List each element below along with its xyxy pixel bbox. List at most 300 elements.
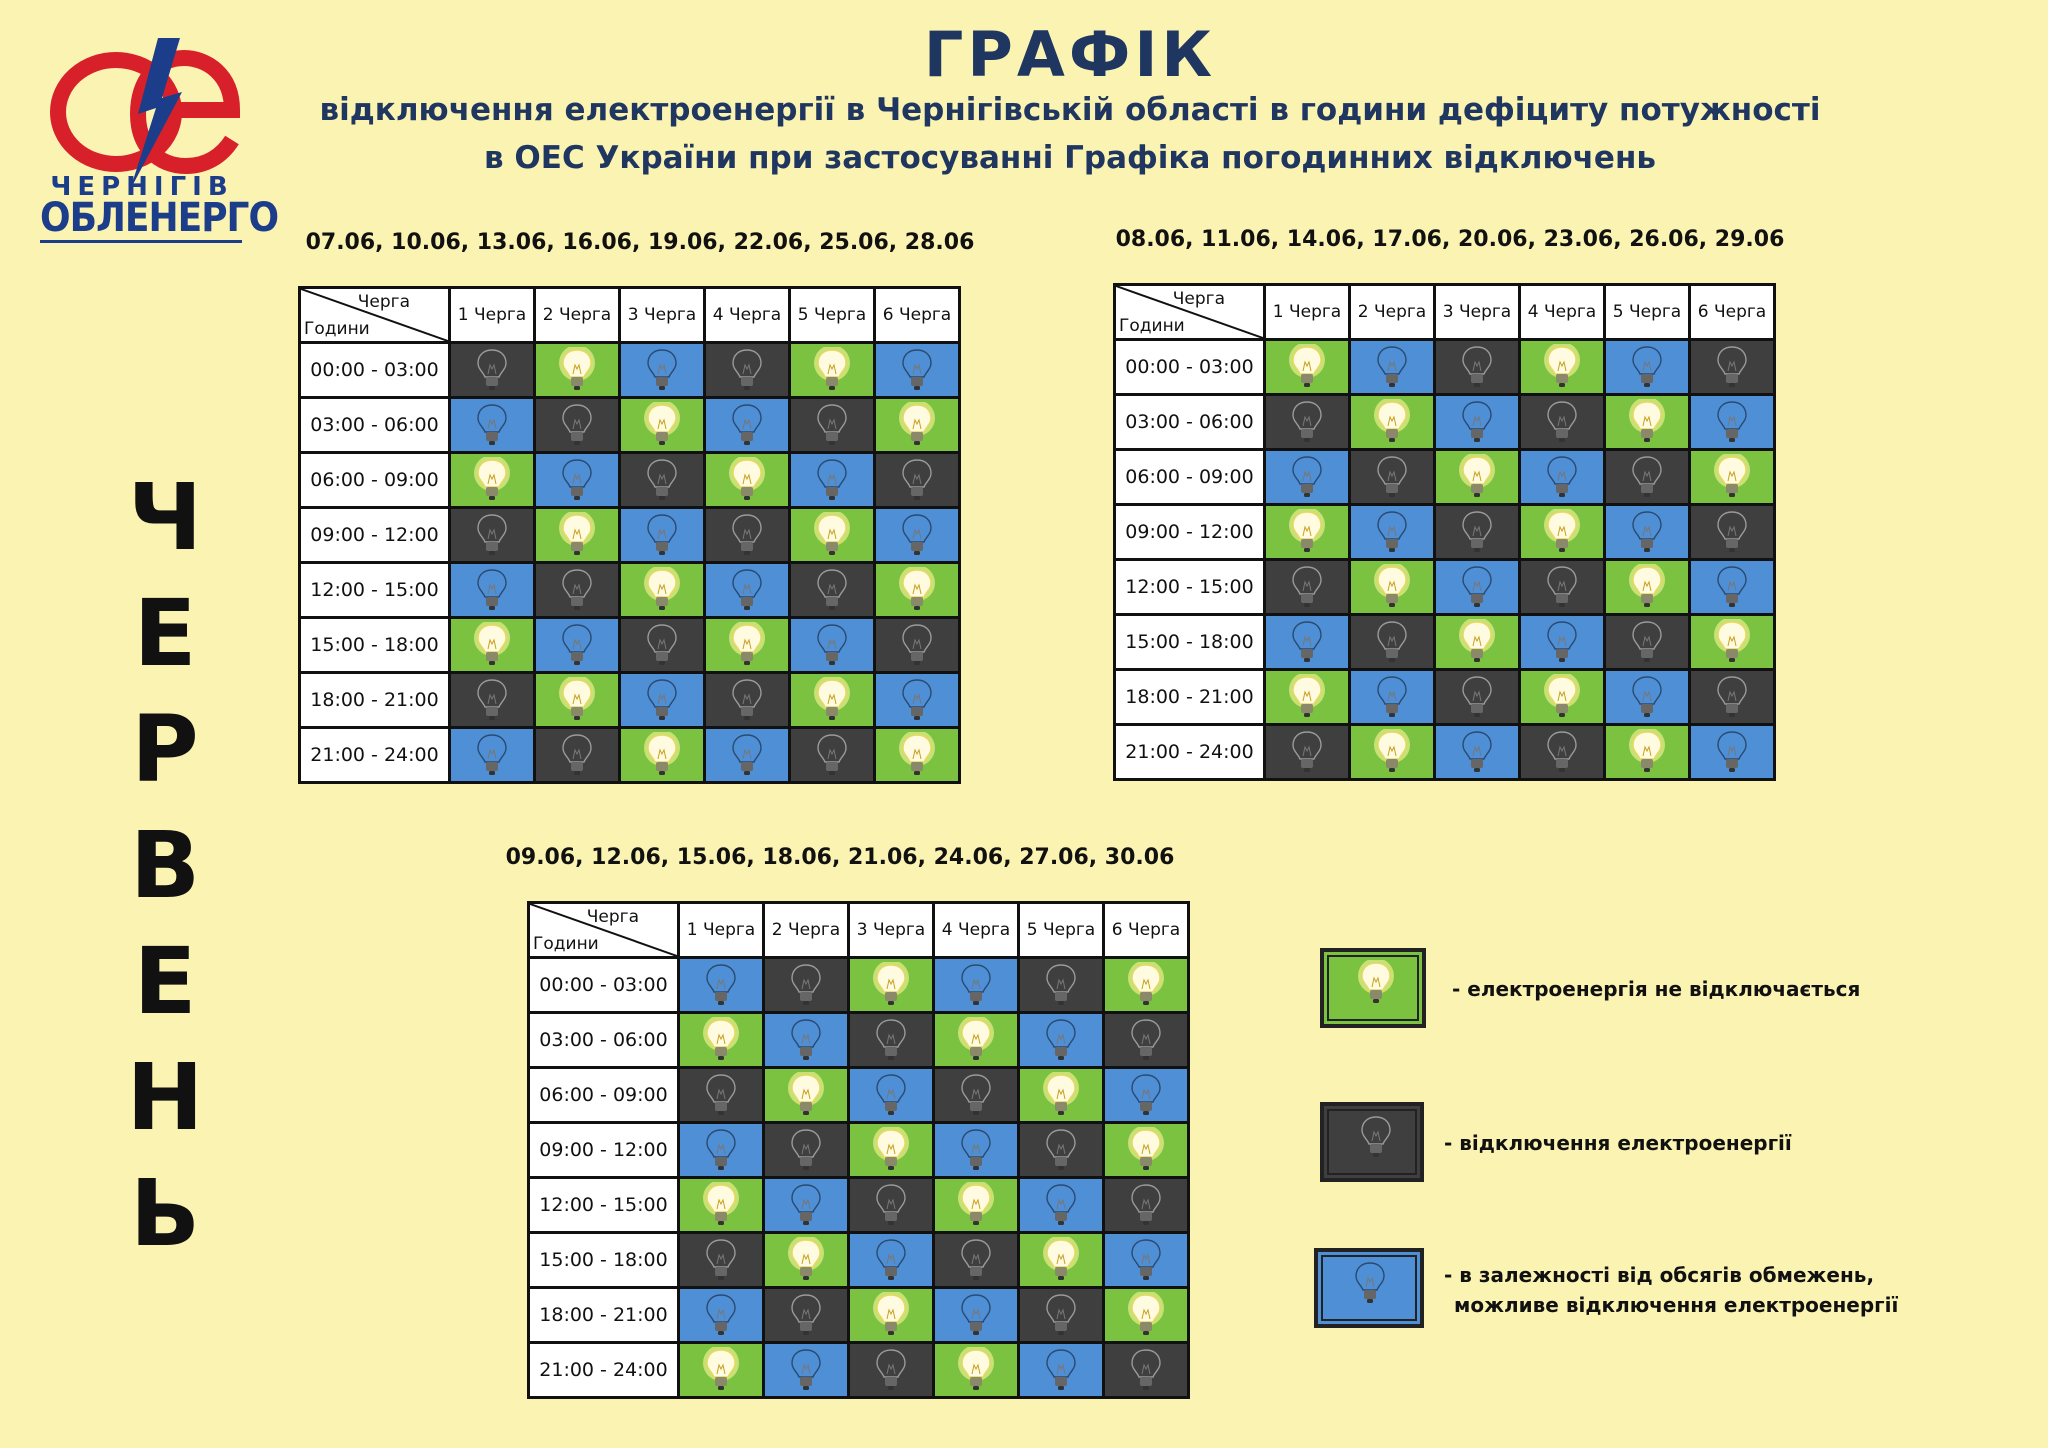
light-bulb-icon xyxy=(787,1127,825,1173)
light-bulb-icon xyxy=(558,457,596,503)
light-bulb-icon xyxy=(643,622,681,668)
schedule-cell-maybe xyxy=(450,398,535,453)
hours-label: 06:00 - 09:00 xyxy=(529,1068,679,1123)
page-subtitle-line1: відключення електроенергії в Чернігівській області в години дефіциту потужності xyxy=(319,92,1821,128)
schedule-cell-maybe xyxy=(450,728,535,783)
light-bulb-icon xyxy=(473,402,511,448)
schedule-cell-on xyxy=(1019,1233,1104,1288)
schedule-cell-on xyxy=(1019,1068,1104,1123)
schedule-cell-off xyxy=(705,508,790,563)
light-bulb-icon xyxy=(957,1127,995,1173)
light-bulb-icon xyxy=(728,622,766,668)
schedule-cell-off xyxy=(1605,615,1690,670)
table-row xyxy=(529,1233,1189,1288)
light-bulb-icon xyxy=(1127,1127,1165,1173)
schedule-cell-off xyxy=(1019,958,1104,1013)
table-row xyxy=(1115,725,1775,780)
light-bulb-icon xyxy=(643,347,681,393)
light-bulb-icon xyxy=(643,567,681,613)
schedule-cell-off xyxy=(1605,450,1690,505)
light-bulb-icon xyxy=(1127,1072,1165,1118)
light-bulb-icon xyxy=(702,1127,740,1173)
schedule-cell-on xyxy=(705,618,790,673)
schedule-1-dates: 07.06, 10.06, 13.06, 16.06, 19.06, 22.06, 25.06, 28.06 xyxy=(305,230,975,255)
schedule-cell-on xyxy=(679,1013,764,1068)
schedule-cell-off xyxy=(1104,1013,1189,1068)
month-vertical xyxy=(110,460,220,1272)
light-bulb-icon xyxy=(872,1237,910,1283)
logo-text-top: ЧЕРНІГІВ xyxy=(50,172,234,202)
light-bulb-icon xyxy=(957,1072,995,1118)
light-bulb-icon xyxy=(1543,619,1581,665)
table-row xyxy=(1115,450,1775,505)
schedule-cell-off xyxy=(790,728,875,783)
table-row xyxy=(529,1288,1189,1343)
light-bulb-icon xyxy=(1543,729,1581,775)
light-bulb-icon xyxy=(1373,674,1411,720)
table-row xyxy=(300,398,960,453)
queue-header: 3 Черга xyxy=(1435,285,1520,340)
schedule-cell-maybe xyxy=(875,673,960,728)
hours-label: 03:00 - 06:00 xyxy=(300,398,450,453)
schedule-cell-off xyxy=(1104,1178,1189,1233)
hours-label: 15:00 - 18:00 xyxy=(529,1233,679,1288)
light-bulb-icon xyxy=(1354,1114,1398,1160)
light-bulb-icon xyxy=(898,402,936,448)
light-bulb-icon xyxy=(702,1182,740,1228)
queue-header: 6 Черга xyxy=(875,288,960,343)
light-bulb-icon xyxy=(1042,1347,1080,1393)
light-bulb-icon xyxy=(957,1347,995,1393)
hours-label: 09:00 - 12:00 xyxy=(300,508,450,563)
hours-label: 09:00 - 12:00 xyxy=(1115,505,1265,560)
light-bulb-icon xyxy=(813,677,851,723)
schedule-cell-maybe xyxy=(705,728,790,783)
light-bulb-icon xyxy=(702,1072,740,1118)
light-bulb-icon xyxy=(1458,509,1496,555)
light-bulb-icon xyxy=(728,402,766,448)
schedule-3-dates: 09.06, 12.06, 15.06, 18.06, 21.06, 24.06, 27.06, 30.06 xyxy=(505,845,1175,870)
schedule-cell-on xyxy=(1104,958,1189,1013)
schedule-cell-maybe xyxy=(1350,670,1435,725)
table-row xyxy=(1115,615,1775,670)
light-bulb-icon xyxy=(702,1237,740,1283)
hours-label: 15:00 - 18:00 xyxy=(300,618,450,673)
schedule-cell-maybe xyxy=(1350,505,1435,560)
light-bulb-icon xyxy=(813,512,851,558)
schedule-cell-off xyxy=(875,618,960,673)
schedule-cell-off xyxy=(679,1233,764,1288)
table-row xyxy=(300,618,960,673)
light-bulb-icon xyxy=(558,677,596,723)
light-bulb-icon xyxy=(1127,1017,1165,1063)
light-bulb-icon xyxy=(1713,509,1751,555)
table-row xyxy=(1115,395,1775,450)
table-row xyxy=(529,958,1189,1013)
schedule-cell-off xyxy=(1265,560,1350,615)
legend-text-on: - електроенергія не відключається xyxy=(1452,977,1861,1001)
corner-label-hours: Години xyxy=(1119,316,1185,336)
queue-header: 3 Черга xyxy=(620,288,705,343)
queue-header: 4 Черга xyxy=(934,903,1019,958)
schedule-cell-maybe xyxy=(620,673,705,728)
schedule-cell-maybe xyxy=(1019,1013,1104,1068)
schedule-cell-maybe xyxy=(1690,395,1775,450)
queue-header: 1 Черга xyxy=(679,903,764,958)
schedule-cell-off xyxy=(1520,560,1605,615)
queue-header: 2 Черга xyxy=(535,288,620,343)
light-bulb-icon xyxy=(872,1182,910,1228)
schedule-cell-off xyxy=(1435,340,1520,395)
light-bulb-icon xyxy=(957,1182,995,1228)
light-bulb-icon xyxy=(643,512,681,558)
light-bulb-icon xyxy=(787,1347,825,1393)
corner-label-queue: Черга xyxy=(586,907,639,927)
light-bulb-icon xyxy=(787,1182,825,1228)
light-bulb-icon xyxy=(813,457,851,503)
schedule-cell-on xyxy=(1605,725,1690,780)
light-bulb-icon xyxy=(1288,344,1326,390)
schedule-cell-on xyxy=(1350,725,1435,780)
schedule-cell-on xyxy=(1350,395,1435,450)
light-bulb-icon xyxy=(473,512,511,558)
light-bulb-icon xyxy=(898,622,936,668)
queue-header: 4 Черга xyxy=(705,288,790,343)
light-bulb-icon xyxy=(702,1292,740,1338)
light-bulb-icon xyxy=(1042,1017,1080,1063)
table-row xyxy=(529,1013,1189,1068)
light-bulb-icon xyxy=(473,347,511,393)
schedule-cell-maybe xyxy=(535,453,620,508)
hours-label: 00:00 - 03:00 xyxy=(300,343,450,398)
schedule-cell-off xyxy=(1690,340,1775,395)
light-bulb-icon xyxy=(1373,564,1411,610)
table-row xyxy=(529,1068,1189,1123)
schedule-cell-on xyxy=(849,1123,934,1178)
light-bulb-icon xyxy=(957,962,995,1008)
hours-label: 12:00 - 15:00 xyxy=(529,1178,679,1233)
schedule-cell-on xyxy=(679,1343,764,1398)
light-bulb-icon xyxy=(872,1127,910,1173)
light-bulb-icon xyxy=(473,567,511,613)
legend-text-maybe-line2: можливе відключення електроенергії xyxy=(1454,1293,1899,1317)
light-bulb-icon xyxy=(1543,564,1581,610)
schedule-cell-on xyxy=(705,453,790,508)
schedule-cell-off xyxy=(620,453,705,508)
schedule-cell-on xyxy=(1265,505,1350,560)
month-letter: Р xyxy=(131,696,199,803)
light-bulb-icon xyxy=(728,732,766,778)
light-bulb-icon xyxy=(1288,564,1326,610)
schedule-cell-maybe xyxy=(679,958,764,1013)
light-bulb-icon xyxy=(1628,619,1666,665)
light-bulb-icon xyxy=(558,347,596,393)
schedule-cell-maybe xyxy=(1520,615,1605,670)
schedule-cell-maybe xyxy=(705,398,790,453)
queue-header: 5 Черга xyxy=(1019,903,1104,958)
light-bulb-icon xyxy=(1127,1182,1165,1228)
schedule-cell-maybe xyxy=(1435,560,1520,615)
legend-swatch-maybe xyxy=(1314,1248,1424,1328)
schedule-cell-off xyxy=(934,1233,1019,1288)
schedule-table-1 xyxy=(298,286,961,784)
light-bulb-icon xyxy=(1042,1072,1080,1118)
logo-text-bottom: ОБЛЕНЕРГО xyxy=(40,195,279,241)
table-row xyxy=(529,1178,1189,1233)
light-bulb-icon xyxy=(1127,962,1165,1008)
month-letter: Е xyxy=(133,928,197,1035)
light-bulb-icon xyxy=(1127,1292,1165,1338)
light-bulb-icon xyxy=(1348,1260,1392,1306)
hours-label: 06:00 - 09:00 xyxy=(1115,450,1265,505)
light-bulb-icon xyxy=(473,677,511,723)
legend-swatch-on xyxy=(1320,948,1426,1028)
light-bulb-icon xyxy=(1373,399,1411,445)
schedule-cell-maybe xyxy=(1104,1068,1189,1123)
hours-label: 00:00 - 03:00 xyxy=(1115,340,1265,395)
light-bulb-icon xyxy=(702,1347,740,1393)
light-bulb-icon xyxy=(702,962,740,1008)
hours-label: 03:00 - 06:00 xyxy=(1115,395,1265,450)
light-bulb-icon xyxy=(813,347,851,393)
schedule-cell-off xyxy=(764,958,849,1013)
schedule-cell-off xyxy=(790,563,875,618)
hours-label: 09:00 - 12:00 xyxy=(529,1123,679,1178)
schedule-cell-off xyxy=(535,563,620,618)
light-bulb-icon xyxy=(1713,619,1751,665)
light-bulb-icon xyxy=(1042,1127,1080,1173)
month-letter: Е xyxy=(133,580,197,687)
light-bulb-icon xyxy=(813,567,851,613)
light-bulb-icon xyxy=(728,677,766,723)
hours-label: 12:00 - 15:00 xyxy=(300,563,450,618)
schedule-cell-maybe xyxy=(790,618,875,673)
light-bulb-icon xyxy=(1288,399,1326,445)
light-bulb-icon xyxy=(872,962,910,1008)
schedule-cell-maybe xyxy=(1265,615,1350,670)
schedule-cell-off xyxy=(450,508,535,563)
light-bulb-icon xyxy=(558,622,596,668)
hours-label: 12:00 - 15:00 xyxy=(1115,560,1265,615)
corner-label-hours: Години xyxy=(533,934,599,954)
schedule-cell-maybe xyxy=(1605,505,1690,560)
schedule-cell-on xyxy=(875,728,960,783)
light-bulb-icon xyxy=(787,1292,825,1338)
schedule-cell-maybe xyxy=(450,563,535,618)
schedule-cell-maybe xyxy=(1265,450,1350,505)
schedule-cell-off xyxy=(934,1068,1019,1123)
hours-label: 21:00 - 24:00 xyxy=(1115,725,1265,780)
schedule-cell-off xyxy=(450,673,535,728)
schedule-cell-on xyxy=(1690,450,1775,505)
schedule-cell-on xyxy=(1265,670,1350,725)
schedule-cell-on xyxy=(790,508,875,563)
schedule-cell-on xyxy=(849,958,934,1013)
schedule-cell-on xyxy=(1435,615,1520,670)
legend-text-maybe-line1: - в залежності від обсягів обмежень, xyxy=(1444,1263,1875,1287)
table-row xyxy=(300,728,960,783)
schedule-cell-maybe xyxy=(934,958,1019,1013)
schedule-cell-on xyxy=(620,728,705,783)
month-letter: Ч xyxy=(127,464,203,571)
light-bulb-icon xyxy=(728,457,766,503)
queue-header: 6 Черга xyxy=(1690,285,1775,340)
table-corner-header xyxy=(1116,286,1263,338)
light-bulb-icon xyxy=(1288,619,1326,665)
corner-label-hours: Години xyxy=(304,319,370,339)
table-corner-header xyxy=(301,289,448,341)
table-row xyxy=(529,1123,1189,1178)
schedule-cell-off xyxy=(705,673,790,728)
light-bulb-icon xyxy=(1042,1292,1080,1338)
schedule-cell-off xyxy=(620,618,705,673)
light-bulb-icon xyxy=(1543,454,1581,500)
light-bulb-icon xyxy=(1458,344,1496,390)
schedule-cell-maybe xyxy=(934,1123,1019,1178)
legend-text-off: - відключення електроенергії xyxy=(1444,1131,1792,1155)
schedule-cell-off xyxy=(1690,670,1775,725)
light-bulb-icon xyxy=(898,677,936,723)
schedule-cell-on xyxy=(535,343,620,398)
schedule-cell-off xyxy=(450,343,535,398)
schedule-cell-on xyxy=(450,453,535,508)
hours-label: 18:00 - 21:00 xyxy=(529,1288,679,1343)
hours-label: 00:00 - 03:00 xyxy=(529,958,679,1013)
light-bulb-icon xyxy=(1373,509,1411,555)
schedule-cell-on xyxy=(1605,560,1690,615)
schedule-cell-maybe xyxy=(1435,395,1520,450)
schedule-cell-on xyxy=(934,1013,1019,1068)
queue-header: 5 Черга xyxy=(790,288,875,343)
schedule-cell-on xyxy=(875,563,960,618)
schedule-cell-maybe xyxy=(1690,560,1775,615)
schedule-cell-on xyxy=(764,1068,849,1123)
light-bulb-icon xyxy=(1288,454,1326,500)
light-bulb-icon xyxy=(728,567,766,613)
hours-label: 06:00 - 09:00 xyxy=(300,453,450,508)
schedule-cell-off xyxy=(1435,505,1520,560)
schedule-cell-on xyxy=(1520,670,1605,725)
schedule-cell-on xyxy=(1265,340,1350,395)
hours-label: 03:00 - 06:00 xyxy=(529,1013,679,1068)
schedule-cell-off xyxy=(1520,395,1605,450)
schedule-cell-maybe xyxy=(934,1288,1019,1343)
light-bulb-icon xyxy=(1628,454,1666,500)
corner-label-queue: Черга xyxy=(357,292,410,312)
light-bulb-icon xyxy=(898,457,936,503)
light-bulb-icon xyxy=(898,732,936,778)
schedule-cell-maybe xyxy=(1605,670,1690,725)
schedule-cell-maybe xyxy=(620,508,705,563)
schedule-cell-maybe xyxy=(1605,340,1690,395)
light-bulb-icon xyxy=(872,1347,910,1393)
light-bulb-icon xyxy=(643,457,681,503)
light-bulb-icon xyxy=(1042,962,1080,1008)
light-bulb-icon xyxy=(1713,674,1751,720)
schedule-cell-on xyxy=(1104,1123,1189,1178)
legend-swatch-off xyxy=(1320,1102,1424,1182)
schedule-cell-off xyxy=(705,343,790,398)
light-bulb-icon xyxy=(1042,1237,1080,1283)
light-bulb-icon xyxy=(1628,344,1666,390)
light-bulb-icon xyxy=(813,402,851,448)
light-bulb-icon xyxy=(1458,399,1496,445)
schedule-cell-maybe xyxy=(705,563,790,618)
light-bulb-icon xyxy=(1458,674,1496,720)
schedule-cell-off xyxy=(1690,505,1775,560)
light-bulb-icon xyxy=(643,402,681,448)
light-bulb-icon xyxy=(728,347,766,393)
light-bulb-icon xyxy=(1458,729,1496,775)
table-row xyxy=(300,563,960,618)
light-bulb-icon xyxy=(1713,399,1751,445)
queue-header: 4 Черга xyxy=(1520,285,1605,340)
light-bulb-icon xyxy=(1288,674,1326,720)
schedule-table-2 xyxy=(1113,283,1776,781)
hours-label: 15:00 - 18:00 xyxy=(1115,615,1265,670)
month-letter: Ь xyxy=(129,1160,201,1267)
schedule-cell-on xyxy=(1605,395,1690,450)
light-bulb-icon xyxy=(473,622,511,668)
light-bulb-icon xyxy=(813,732,851,778)
light-bulb-icon xyxy=(1543,344,1581,390)
light-bulb-icon xyxy=(1543,399,1581,445)
light-bulb-icon xyxy=(1713,344,1751,390)
light-bulb-icon xyxy=(643,677,681,723)
schedule-cell-maybe xyxy=(1690,725,1775,780)
queue-header: 2 Черга xyxy=(764,903,849,958)
schedule-cell-maybe xyxy=(849,1068,934,1123)
schedule-cell-off xyxy=(1435,670,1520,725)
table-row xyxy=(300,508,960,563)
table-row xyxy=(1115,560,1775,615)
schedule-cell-off xyxy=(1350,615,1435,670)
schedule-cell-maybe xyxy=(1435,725,1520,780)
schedule-cell-maybe xyxy=(620,343,705,398)
schedule-cell-on xyxy=(875,398,960,453)
table-row xyxy=(300,453,960,508)
light-bulb-icon xyxy=(1543,509,1581,555)
schedule-cell-off xyxy=(790,398,875,453)
schedule-cell-maybe xyxy=(875,508,960,563)
light-bulb-icon xyxy=(957,1237,995,1283)
schedule-cell-off xyxy=(764,1123,849,1178)
table-corner-header xyxy=(530,904,677,956)
hours-label: 18:00 - 21:00 xyxy=(1115,670,1265,725)
light-bulb-icon xyxy=(898,512,936,558)
schedule-cell-maybe xyxy=(764,1013,849,1068)
schedule-cell-on xyxy=(790,343,875,398)
schedule-cell-off xyxy=(535,398,620,453)
schedule-cell-maybe xyxy=(849,1233,934,1288)
schedule-cell-maybe xyxy=(1350,340,1435,395)
table-row xyxy=(529,1343,1189,1398)
light-bulb-icon xyxy=(558,567,596,613)
light-bulb-icon xyxy=(558,402,596,448)
hours-label: 21:00 - 24:00 xyxy=(300,728,450,783)
table-row xyxy=(1115,670,1775,725)
light-bulb-icon xyxy=(957,1292,995,1338)
light-bulb-icon xyxy=(1458,454,1496,500)
schedule-cell-maybe xyxy=(764,1178,849,1233)
light-bulb-icon xyxy=(558,512,596,558)
schedule-cell-off xyxy=(535,728,620,783)
month-letter: В xyxy=(129,812,201,919)
schedule-cell-on xyxy=(1104,1288,1189,1343)
light-bulb-icon xyxy=(872,1072,910,1118)
schedule-cell-off xyxy=(1265,725,1350,780)
light-bulb-icon xyxy=(558,732,596,778)
